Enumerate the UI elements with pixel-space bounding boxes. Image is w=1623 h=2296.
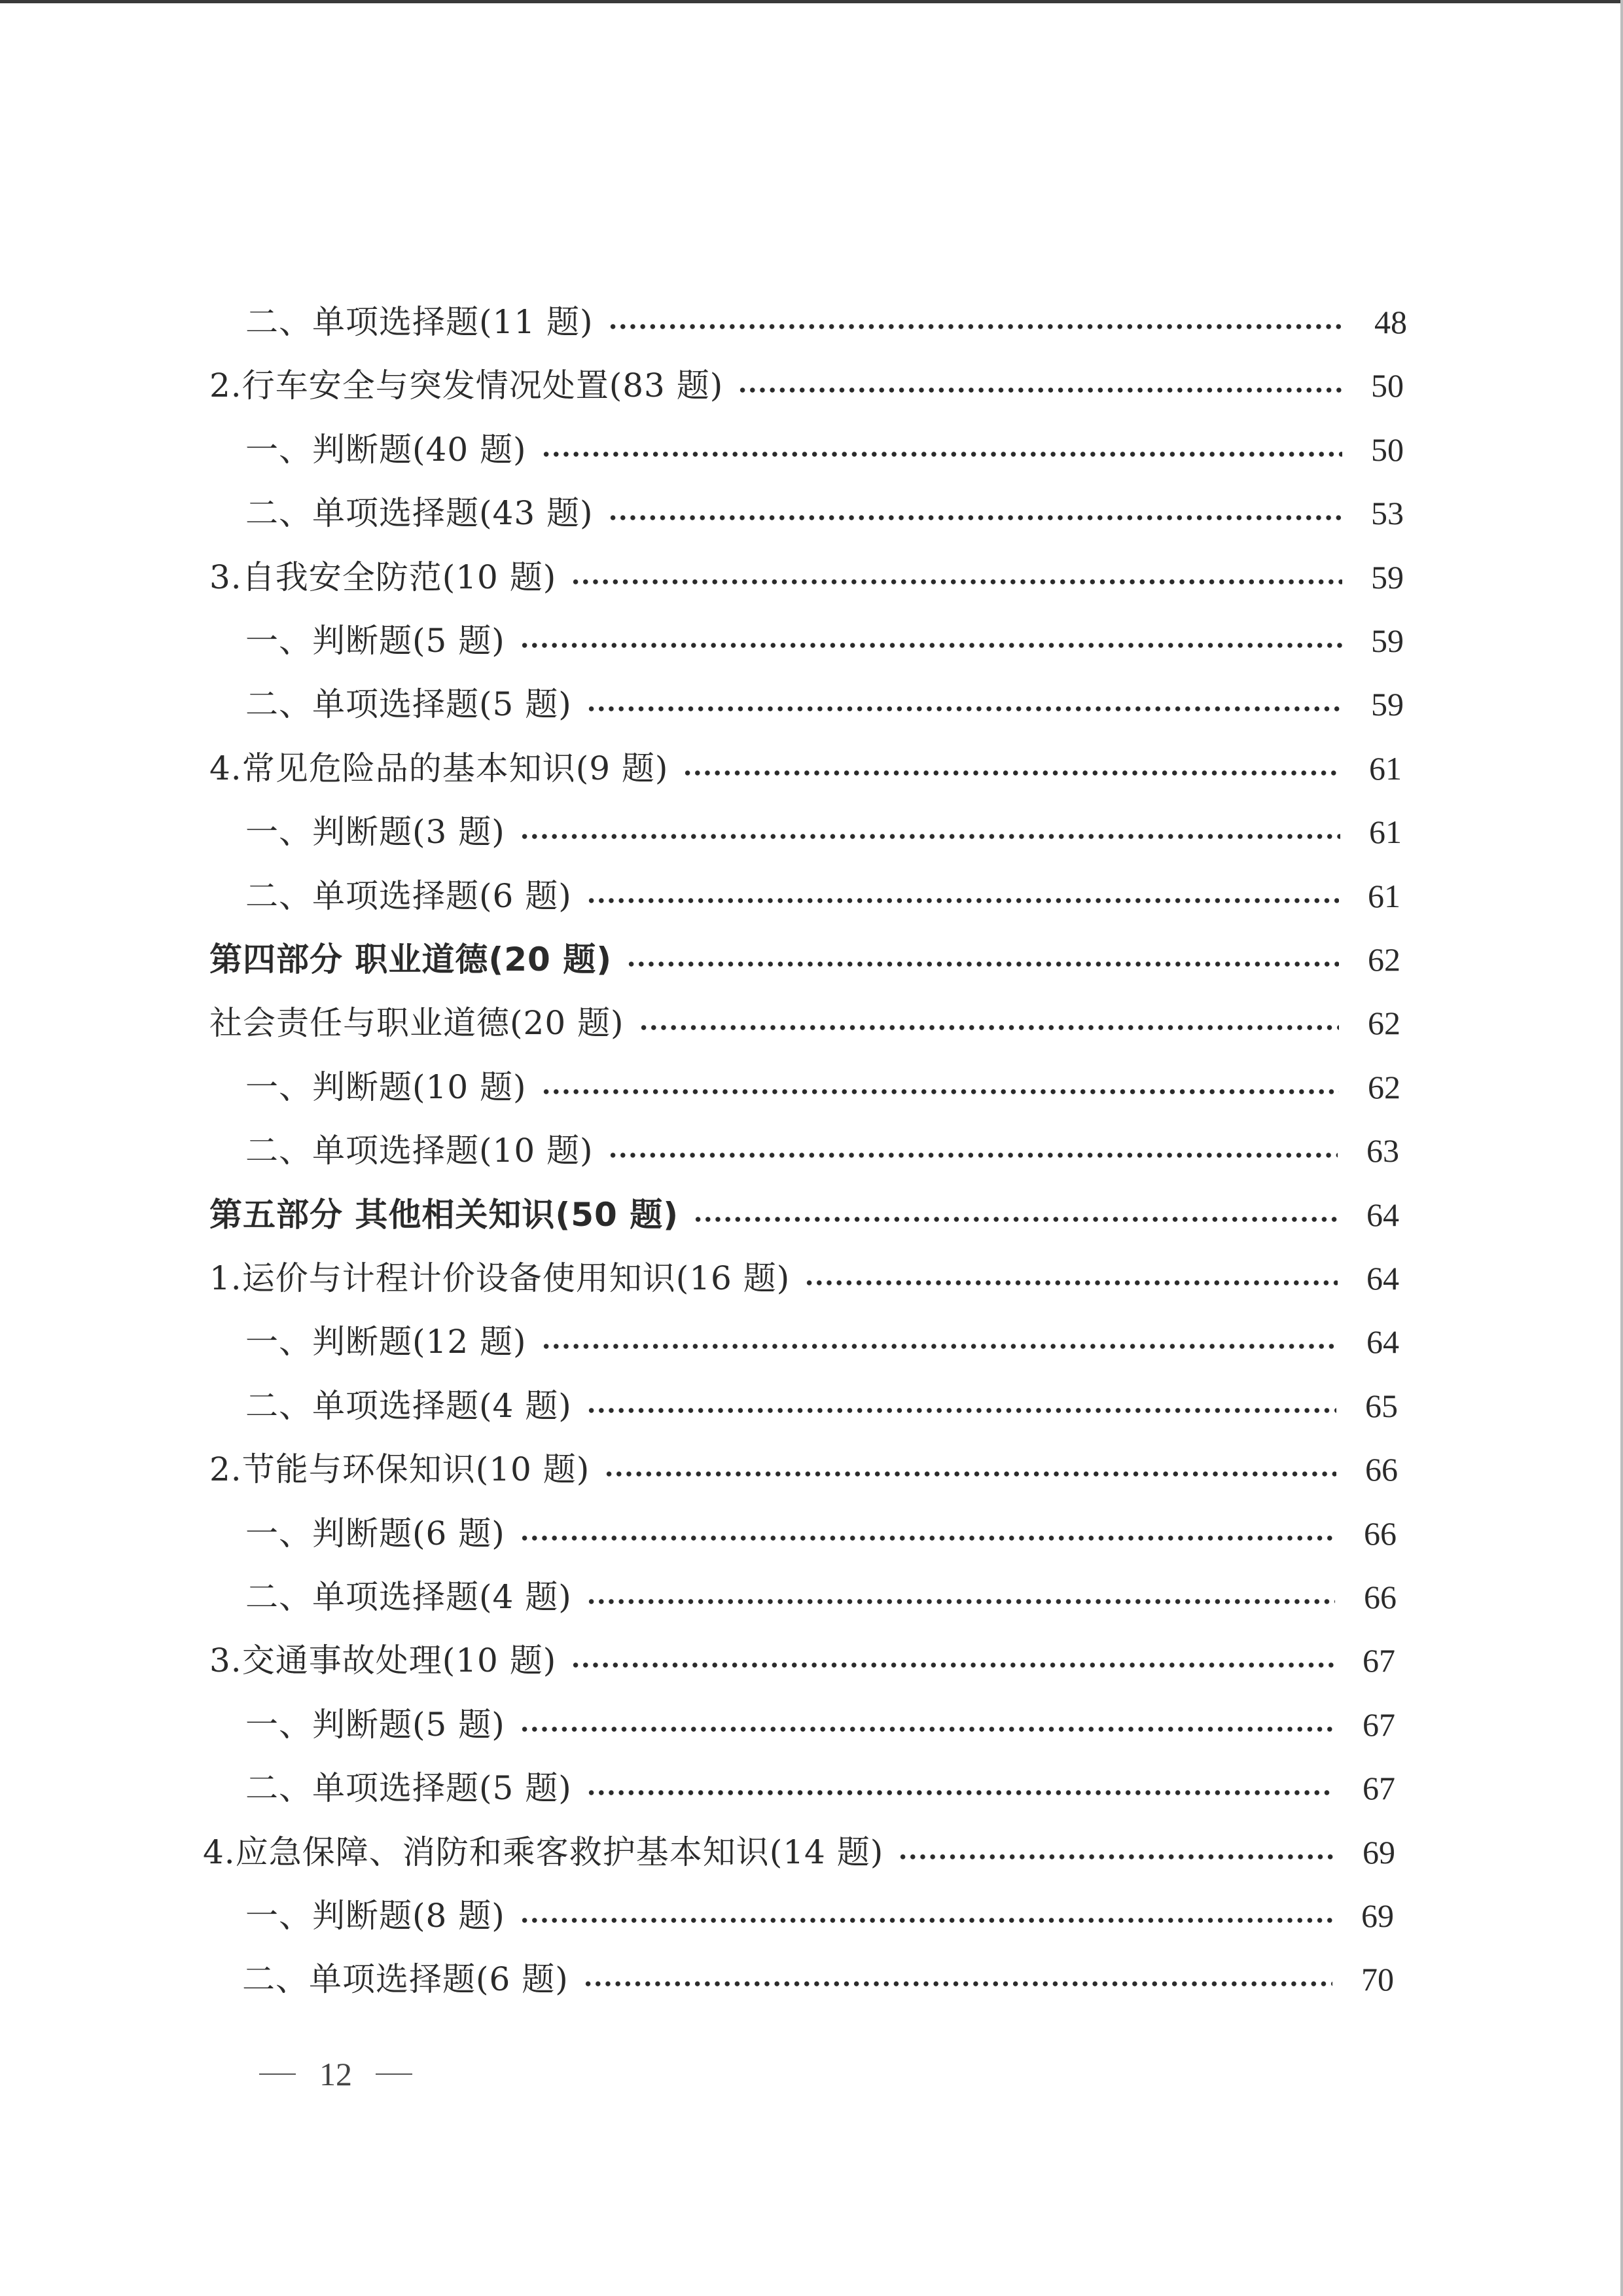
toc-entry-page: 53 [1371,495,1404,532]
toc-entry-page: 66 [1364,1515,1397,1552]
toc-entry[interactable] [245,487,1404,539]
toc-leader-dots [520,1534,1335,1542]
toc-entry[interactable] [209,1443,1398,1496]
toc-entry-title: 二、单项选择题(6 题) [242,1960,569,1999]
toc-leader-dots [541,450,1342,458]
toc-entry-page: 64 [1366,1323,1399,1361]
toc-entry[interactable] [245,615,1404,667]
toc-entry[interactable] [209,1634,1395,1687]
toc-leader-dots [804,1279,1338,1287]
toc-entry[interactable] [245,806,1402,858]
toc-entry-title: 2.行车安全与突发情况处置(83 题) [209,367,724,405]
toc-entry-page: 70 [1361,1961,1394,1998]
toc-entry-page: 66 [1364,1579,1397,1615]
scan-edge-right [1620,0,1623,2296]
toc-entry[interactable] [245,870,1400,922]
toc-entry-title: 二、单项选择题(4 题) [245,1578,572,1616]
toc-leader-dots [541,1342,1338,1350]
toc-entry-title: 二、单项选择题(43 题) [245,494,594,533]
toc-leader-dots [608,323,1346,331]
toc-entry-title: 4.应急保障、消防和乘客救护基本知识(14 题) [203,1833,884,1871]
toc-entry-title: 2.节能与环保知识(10 题) [209,1450,590,1489]
toc-entry-title: 二、单项选择题(5 题) [245,1769,572,1808]
toc-entry-page: 50 [1371,431,1404,468]
toc-entry[interactable] [245,1507,1397,1560]
toc-entry-page: 67 [1363,1770,1395,1807]
toc-entry[interactable] [203,1826,1395,1878]
toc-leader-dots [586,897,1339,905]
footer-dash-right [376,2073,412,2075]
toc-entry-title: 一、判断题(6 题) [245,1514,505,1552]
toc-leader-dots [608,514,1342,522]
toc-entry[interactable] [245,1124,1399,1177]
toc-entry-title: 一、判断题(40 题) [245,430,527,469]
toc-entry-page: 66 [1365,1451,1398,1488]
toc-leader-dots [571,578,1342,586]
toc-entry[interactable] [242,1953,1394,2005]
footer-dash-left [259,2073,296,2075]
toc-leader-dots [604,1470,1336,1478]
toc-entry-page: 63 [1366,1132,1399,1170]
toc-entry[interactable] [245,1571,1397,1623]
toc-entry-page: 61 [1369,814,1402,851]
toc-entry[interactable] [209,359,1404,412]
toc-leader-dots [586,1789,1334,1797]
toc-leader-dots [738,386,1342,394]
toc-leader-dots [626,960,1339,968]
toc-entry-title: 二、单项选择题(10 题) [245,1132,594,1170]
toc-leader-dots [586,1407,1336,1414]
toc-entry[interactable] [245,1061,1400,1113]
toc-entry[interactable] [245,423,1404,476]
toc-entry[interactable] [245,678,1404,730]
toc-leader-dots [586,705,1342,713]
toc-entry[interactable] [245,1316,1399,1368]
toc-entry-page: 64 [1366,1260,1399,1297]
toc-entry-title: 二、单项选择题(6 题) [245,876,572,915]
toc-entry[interactable] [209,551,1404,603]
toc-leader-dots [571,1661,1334,1669]
toc-entry-page: 59 [1371,558,1404,596]
toc-entry-page: 59 [1371,622,1404,659]
toc-entry-title: 社会责任与职业道德(20 题) [209,1004,624,1043]
toc-part-heading[interactable] [209,933,1400,986]
toc-entry-title: 第五部分 其他相关知识(50 题) [209,1195,679,1234]
toc-entry-page: 64 [1366,1196,1399,1233]
toc-entry-title: 二、单项选择题(5 题) [245,685,572,724]
toc-leader-dots [693,1215,1338,1223]
toc-leader-dots [520,641,1342,649]
toc-entry-page: 69 [1361,1897,1394,1934]
toc-leader-dots [583,1980,1332,1988]
toc-entry-page: 67 [1363,1706,1395,1743]
page-number: 12 [319,2056,352,2092]
toc-leader-dots [898,1853,1334,1861]
toc-entry-page: 62 [1368,1005,1400,1042]
toc-leader-dots [608,1151,1338,1159]
toc-leader-dots [520,1916,1332,1924]
toc-entry[interactable] [209,1252,1399,1304]
toc-entry-title: 一、判断题(8 题) [245,1897,505,1935]
toc-leader-dots [639,1024,1339,1031]
toc-entry[interactable] [209,997,1400,1049]
toc-entry-title: 第四部分 职业道德(20 题) [209,941,613,978]
toc-entry-page: 61 [1369,749,1402,787]
toc-entry-page: 69 [1363,1833,1395,1871]
toc-leader-dots [520,1725,1334,1733]
toc-entry-page: 62 [1368,941,1400,978]
toc-entry[interactable] [245,1762,1395,1814]
toc-entry-page: 48 [1374,304,1407,340]
toc-entry-title: 一、判断题(5 题) [245,622,505,660]
page-footer [236,2055,436,2093]
toc-entry-page: 65 [1365,1387,1398,1424]
scan-edge-top [0,0,1623,3]
toc-leader-dots [520,833,1340,840]
toc-entry-page: 67 [1363,1642,1395,1679]
toc-entry-page: 62 [1368,1068,1400,1105]
toc-entry-title: 一、判断题(3 题) [245,813,505,852]
toc-entry-title: 二、单项选择题(4 题) [245,1386,572,1425]
toc-entry-page: 61 [1368,877,1400,914]
toc-entry-page: 50 [1371,367,1404,404]
toc-leader-dots [683,769,1340,777]
toc-entry-page: 59 [1371,686,1404,723]
toc-entry-title: 1.运价与计程计价设备使用知识(16 题) [209,1259,791,1297]
toc-entry-title: 一、判断题(12 题) [245,1323,527,1361]
toc-entry-title: 一、判断题(5 题) [245,1705,505,1744]
toc-entry-title: 3.自我安全防范(10 题) [209,558,557,596]
toc-leader-dots [586,1598,1335,1605]
toc-leader-dots [541,1088,1339,1096]
toc-entry-title: 二、单项选择题(11 题) [245,303,594,341]
toc-entry[interactable] [245,1890,1394,1942]
toc-entry[interactable] [209,742,1402,795]
toc-entry-title: 3.交通事故处理(10 题) [209,1641,557,1680]
toc-entry[interactable] [245,296,1407,348]
toc-entry-title: 4.常见危险品的基本知识(9 题) [209,749,669,787]
toc-part-heading[interactable] [209,1189,1399,1241]
toc-entry[interactable] [245,1380,1398,1432]
toc-entry-title: 一、判断题(10 题) [245,1067,527,1106]
toc-entry[interactable] [245,1698,1395,1751]
